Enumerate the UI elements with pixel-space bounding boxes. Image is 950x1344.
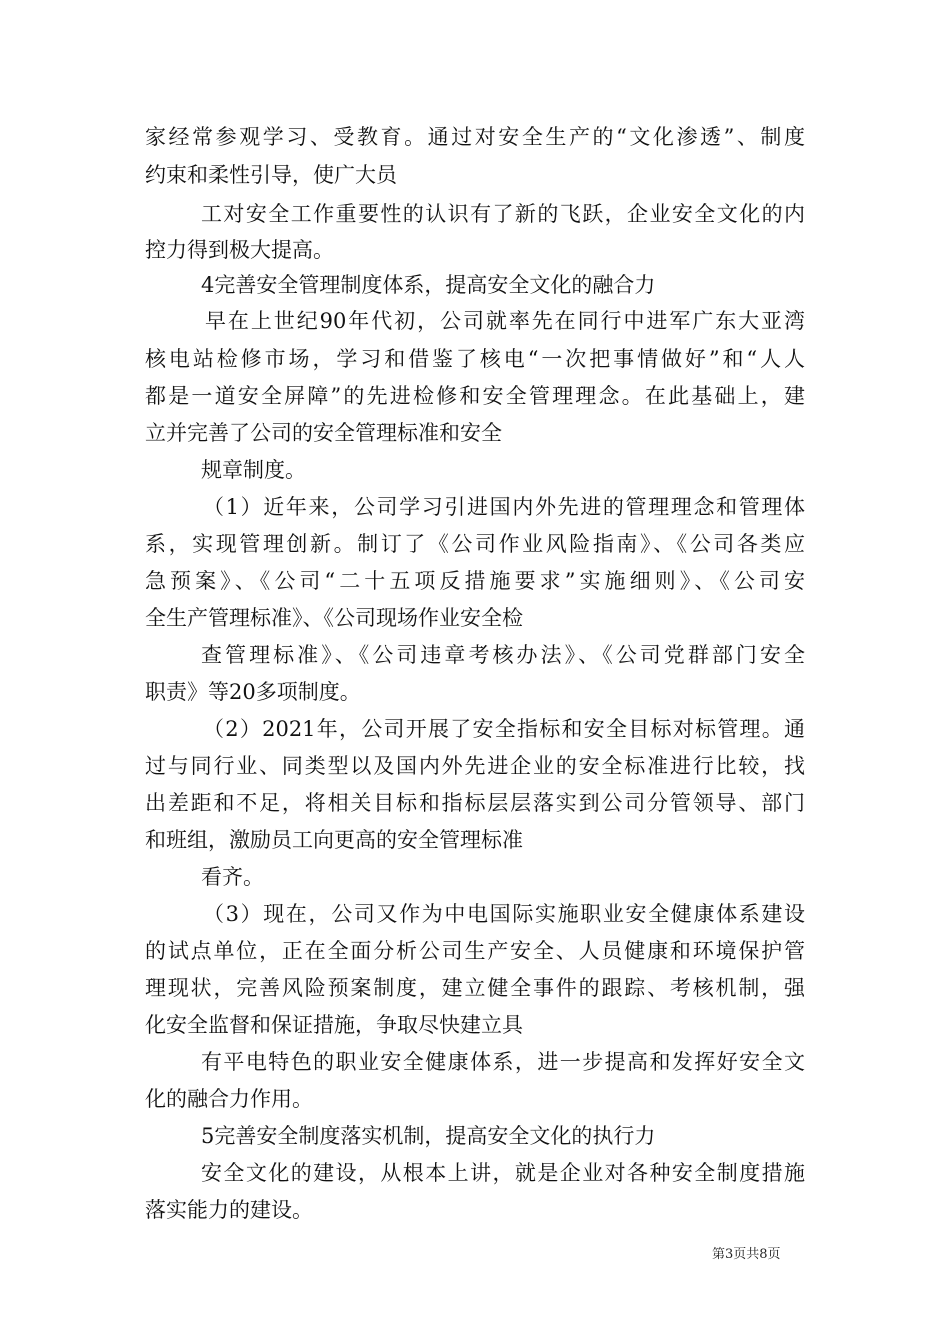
- text-line: 理现状，完善风险预案制度，建立健全事件的跟踪、考核机制，强: [145, 976, 805, 1000]
- text-line: 都是一道安全屏障”的先进检修和安全管理理念。在此基础上，建: [145, 384, 805, 408]
- text-line: 落实能力的建设。: [145, 1198, 313, 1222]
- text-line: 急预案》、《公司“二十五项反措施要求”实施细则》、《公司安: [145, 569, 805, 593]
- text-line: 早在上世纪90年代初，公司就率先在同行中进军广东大亚湾: [205, 309, 805, 333]
- text-line: 立并完善了公司的安全管理标准和安全: [145, 421, 502, 445]
- text-line: （2）2021年，公司开展了安全指标和安全目标对标管理。通: [203, 717, 805, 741]
- text-line: 有平电特色的职业安全健康体系，进一步提高和发挥好安全文: [201, 1050, 805, 1074]
- text-line: （1）近年来，公司学习引进国内外先进的管理理念和管理体: [203, 495, 805, 519]
- page-number: 第3页共8页: [712, 1247, 781, 1262]
- text-line: 控力得到极大提高。: [145, 238, 334, 262]
- text-line: 的试点单位，正在全面分析公司生产安全、人员健康和环境保护管: [145, 939, 805, 963]
- text-line: 约束和柔性引导，使广大员: [145, 163, 397, 187]
- text-line: 过与同行业、同类型以及国内外先进企业的安全标准进行比较，找: [145, 754, 805, 778]
- section-heading-5: 5完善安全制度落实机制，提高安全文化的执行力: [201, 1124, 656, 1148]
- text-line: 出差距和不足，将相关目标和指标层层落实到公司分管领导、部门: [145, 791, 805, 815]
- text-line: 系，实现管理创新。制订了《公司作业风险指南》、《公司各类应: [145, 532, 805, 556]
- text-line: 化安全监督和保证措施，争取尽快建立具: [145, 1013, 523, 1037]
- section-heading-4: 4完善安全管理制度体系，提高安全文化的融合力: [201, 273, 656, 297]
- text-line: 工对安全工作重要性的认识有了新的飞跃，企业安全文化的内: [201, 202, 805, 226]
- text-line: 看齐。: [201, 865, 264, 889]
- text-line: 核电站检修市场，学习和借鉴了核电“一次把事情做好”和“人人: [145, 347, 805, 371]
- text-line: 规章制度。: [201, 458, 306, 482]
- text-line: 全生产管理标准》、《公司现场作业安全检: [145, 606, 523, 630]
- text-line: 化的融合力作用。: [145, 1087, 313, 1111]
- text-line: 安全文化的建设，从根本上讲，就是企业对各种安全制度措施: [201, 1161, 805, 1185]
- text-line: 职责》等20多项制度。: [145, 680, 361, 704]
- text-line: 家经常参观学习、受教育。通过对安全生产的“文化渗透”、制度: [145, 125, 805, 149]
- text-line: 查管理标准》、《公司违章考核办法》、《公司党群部门安全: [201, 643, 805, 667]
- text-line: 和班组，激励员工向更高的安全管理标准: [145, 828, 523, 852]
- text-line: （3）现在，公司又作为中电国际实施职业安全健康体系建设: [203, 902, 805, 926]
